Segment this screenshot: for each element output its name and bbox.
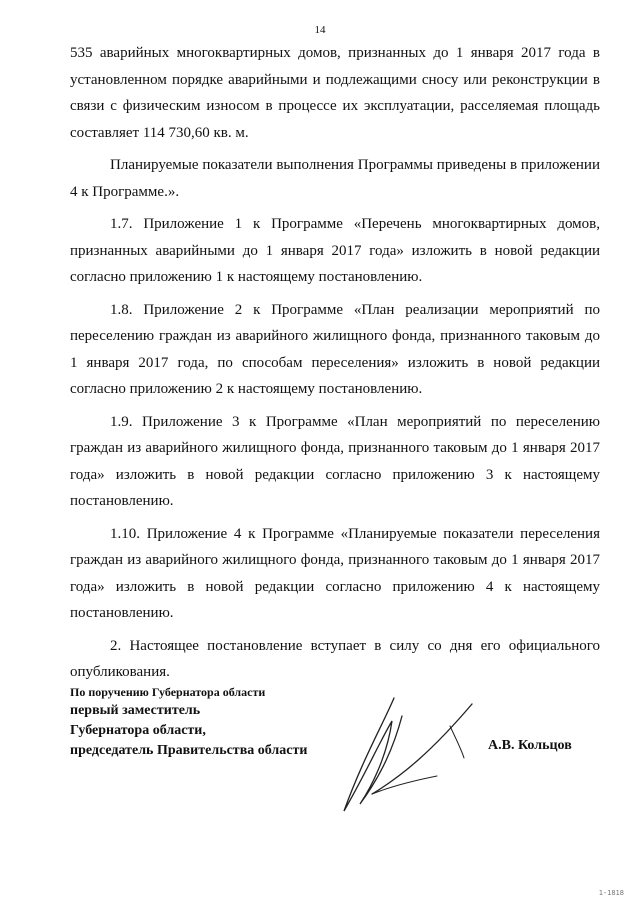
paragraph-1-8: 1.8. Приложение 2 к Программе «План реализации мероприятий по переселению граждан из аварийного жилищного фонда, признанного таковым до 1 января 2017 года, по способам переселения» изложить в новой редакции согласно приложению 2 к настоящему постановлению.: [70, 301, 600, 397]
signature-line-position-1: первый заместитель: [70, 703, 201, 718]
handwritten-signature: [332, 686, 482, 821]
paragraph-2-effective: 2. Настоящее постановление вступает в силу со дня его официального опубликования.: [70, 637, 600, 680]
paragraph-1-10: 1.10. Приложение 4 к Программе «Планируемые показатели переселения граждан из аварийного жилищного фонда, признанного таковым до 1 января 2017 года» изложить в новой редакции согласно приложению 4 к настоящему постановлению.: [70, 525, 600, 621]
paragraph-planned-indicators: Планируемые показатели выполнения Программы приведены в приложении 4 к Программе.».: [70, 157, 600, 200]
document-body: [70, 40, 600, 692]
paragraph-continuation: 535 аварийных многоквартирных домов, признанных до 1 января 2017 года в установленном порядке аварийными и подлежащими сносу или реконструкции в связи с физическим износом в процессе их эксплуатации, расселяемая площадь составляет 114 730,60 кв. м.: [70, 45, 600, 141]
signature-line-by-order: По поручению Губернатора области: [70, 685, 266, 699]
footer-mark: 1-1818: [598, 889, 624, 897]
signature-block: [70, 684, 307, 761]
signature-line-position-2: Губернатора области,: [70, 723, 206, 738]
signer-name: А.В. Кольцов: [488, 738, 572, 753]
paragraph-1-7: 1.7. Приложение 1 к Программе «Перечень многоквартирных домов, признанных аварийными до 1 января 2017 года» изложить в новой редакции согласно приложению 1 к настоящему постановлению.: [70, 216, 600, 285]
page-number: 14: [314, 24, 326, 36]
signature-line-position-3: председатель Правительства области: [70, 743, 308, 758]
paragraph-1-9: 1.9. Приложение 3 к Программе «План мероприятий по переселению граждан из аварийного жилищного фонда, признанного таковым до 1 января 2017 года» изложить в новой редакции согласно приложению 3 к настоящему постановлению.: [70, 413, 600, 509]
